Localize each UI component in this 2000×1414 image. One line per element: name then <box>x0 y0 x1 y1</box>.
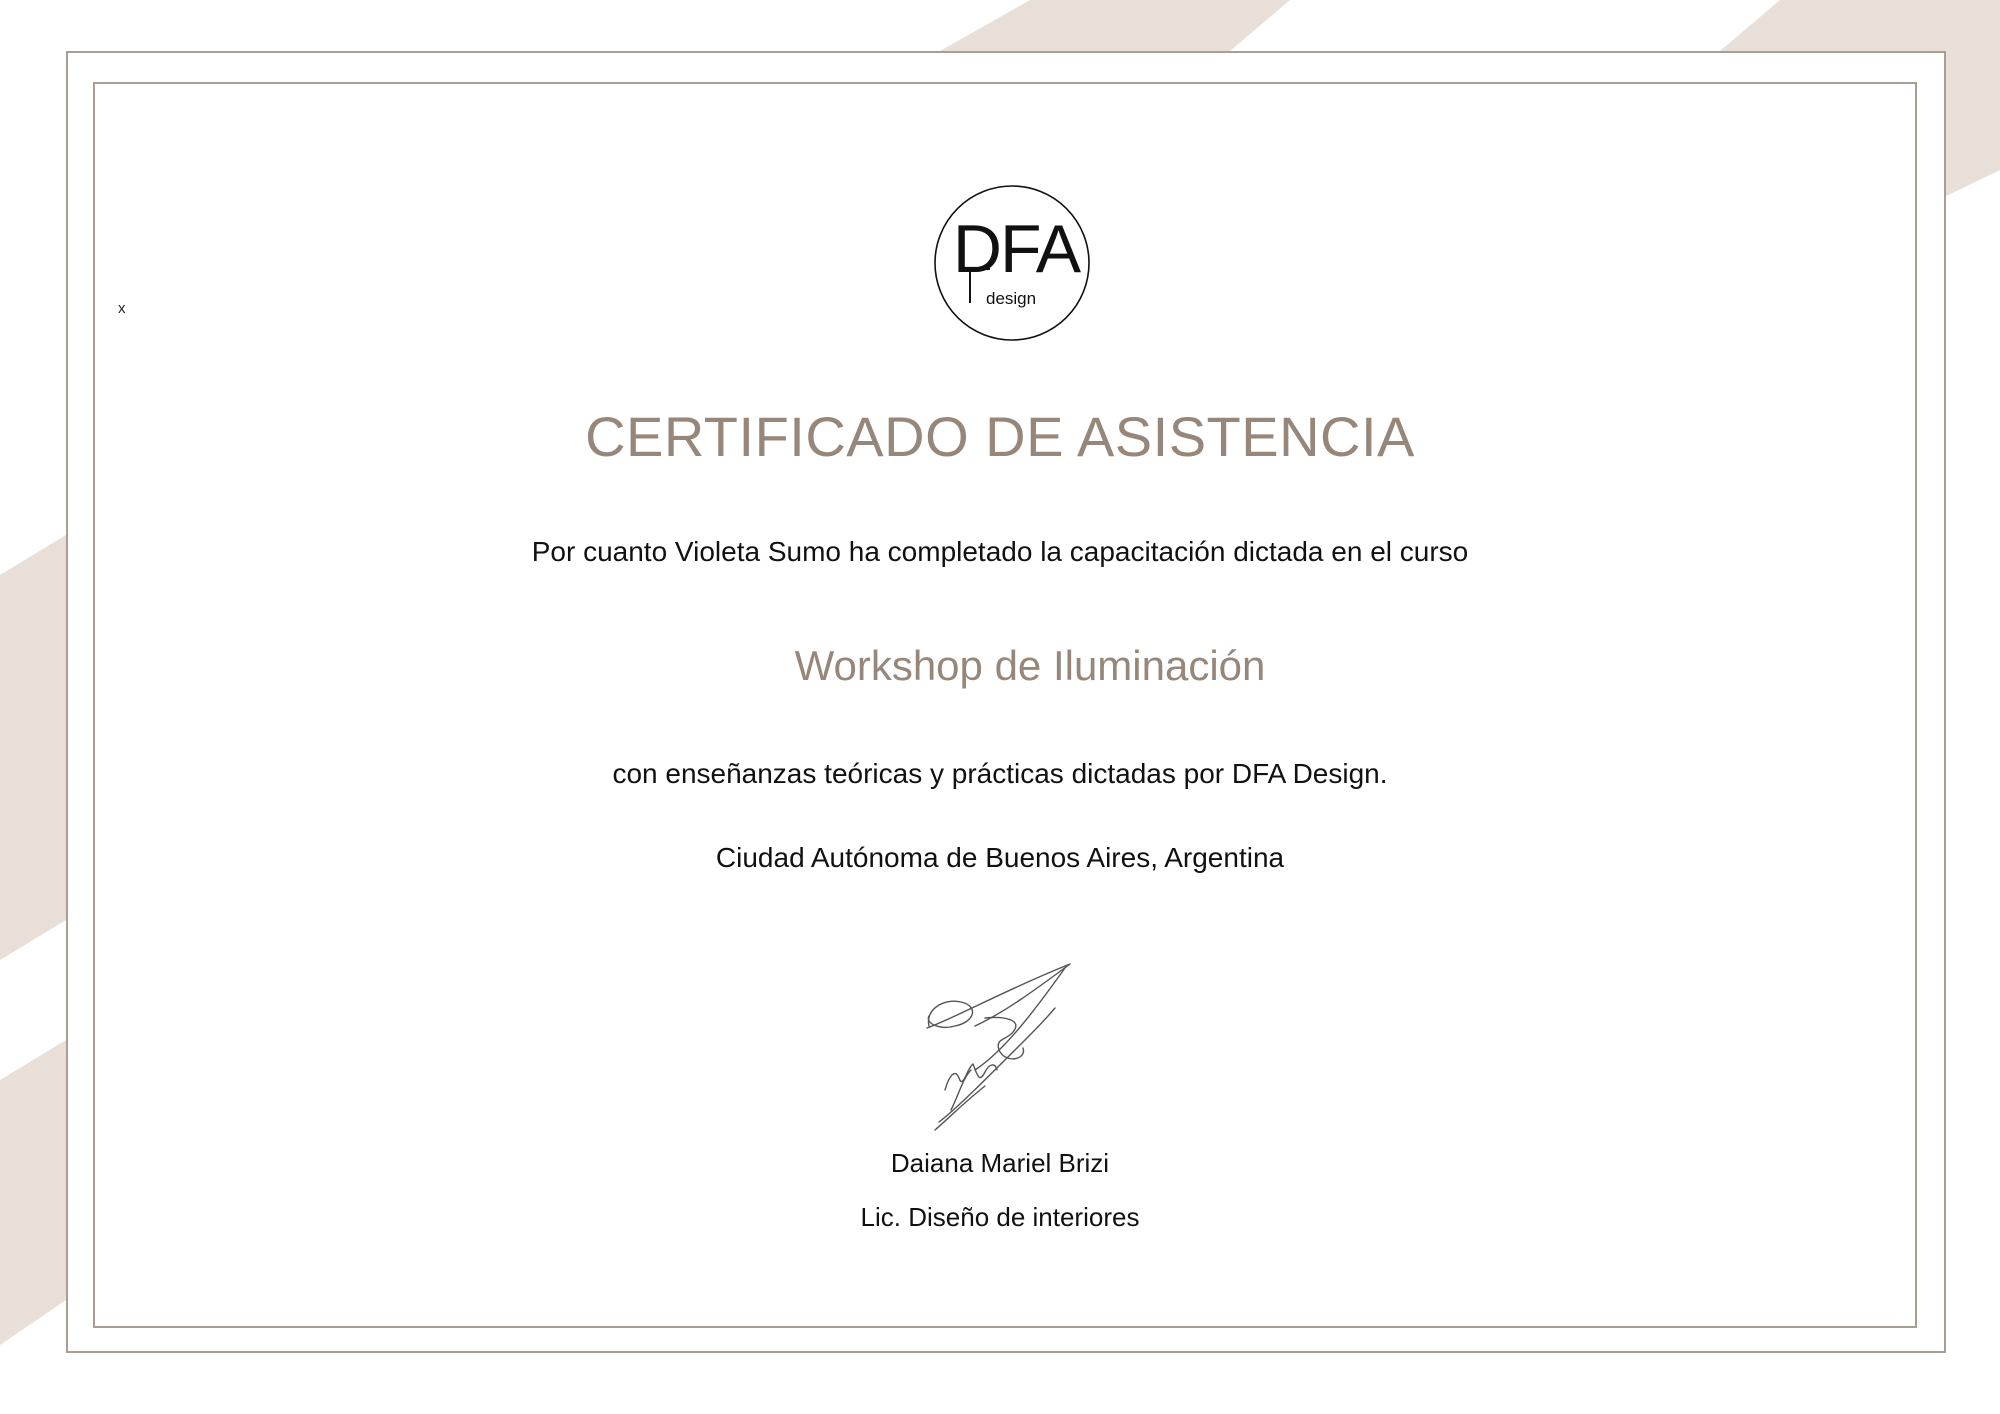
stray-mark: x <box>118 300 126 317</box>
dfa-logo <box>932 183 1092 343</box>
handwritten-signature <box>915 960 1075 1140</box>
certificate-title: CERTIFICADO DE ASISTENCIA <box>585 405 1415 468</box>
description-text: con enseñanzas teóricas y prácticas dictadas por DFA Design. <box>612 758 1388 789</box>
signer-name: Daiana Mariel Brizi <box>890 1148 1110 1178</box>
location-text: Ciudad Autónoma de Buenos Aires, Argentina <box>715 842 1285 873</box>
logo-letters: DFA <box>952 211 1080 287</box>
course-name: Workshop de Iluminación <box>794 642 1266 689</box>
logo-subtitle: design <box>986 289 1037 308</box>
signer-title: Lic. Diseño de interiores <box>860 1202 1140 1232</box>
intro-text: Por cuanto Violeta Sumo ha completado la capacitación dictada en el curso <box>531 536 1469 567</box>
